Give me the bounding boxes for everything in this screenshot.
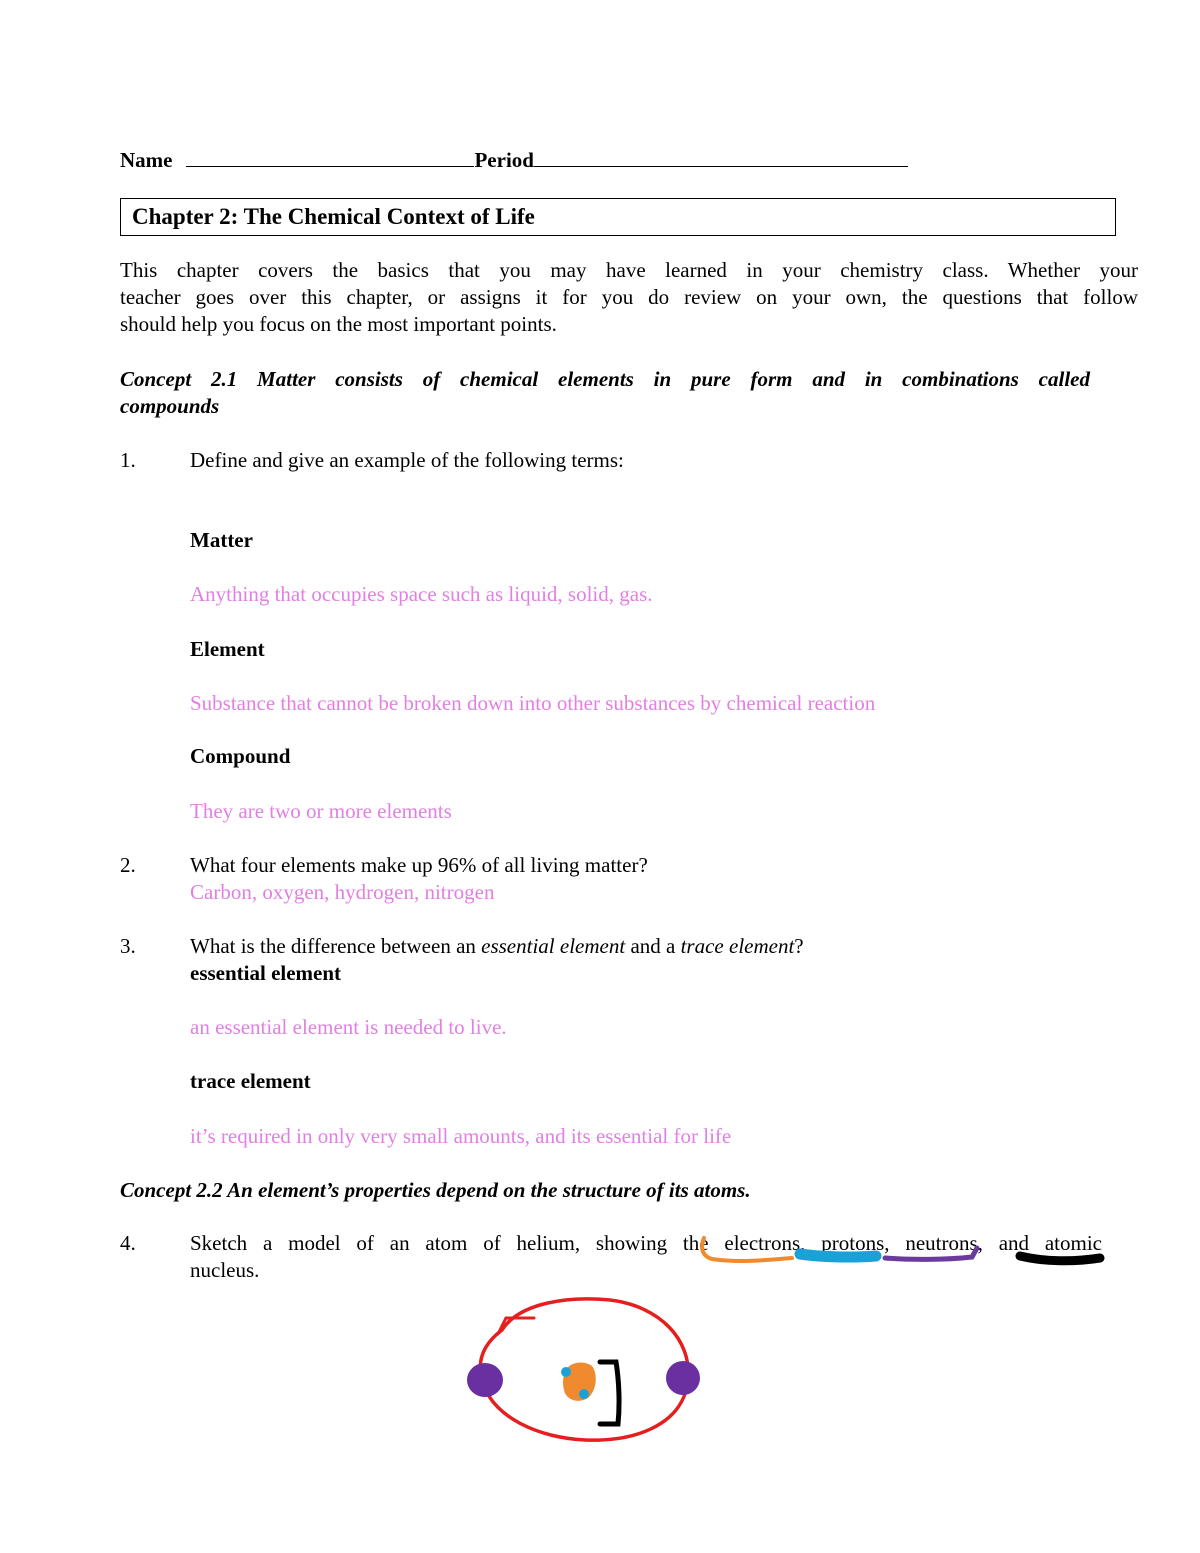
intro-line-2: teacher goes over this chapter, or assigns it for you do review on your own, the questions that follow [120,285,1138,309]
q4-line-1: Sketch a model of an atom of helium, showing the electrons, protons, neutrons, and atomic [190,1231,1102,1255]
chapter-title: Chapter 2: The Chemical Context of Life [132,204,535,229]
answer-element: Substance that cannot be broken down into other substances by chemical reaction [190,691,876,715]
intro-line-3: should help you focus on the most important points. [120,312,557,336]
trace-element-label: trace element [190,1069,311,1093]
term-element: Element [190,637,265,661]
proton-dot-2 [579,1389,589,1399]
electrons-underline [702,1238,792,1261]
electron-right [666,1361,700,1395]
atomic-underline [1020,1256,1100,1261]
answer-compound: They are two or more elements [190,799,452,823]
q1-text: Define and give an example of the following terms: [190,448,624,472]
helium-atom-sketch [460,1290,710,1450]
q3-text-mid: and a [625,934,681,958]
nucleus-bracket [600,1362,619,1424]
orbit-arrow [498,1318,534,1334]
term-matter: Matter [190,528,253,552]
intro-line-1: This chapter covers the basics that you may have learned in your chemistry class. Whether your [120,258,1138,282]
proton-dot-1 [561,1367,571,1377]
q4-line-2: nucleus. [190,1258,260,1282]
protons-underline [800,1254,876,1257]
trace-element-answer: it’s required in only very small amounts, and its essential for life [190,1124,732,1148]
period-label: Period [474,148,534,172]
electron-left [467,1363,503,1397]
name-label: Name [120,148,173,172]
q3-text-trace: trace element [680,934,795,958]
essential-element-answer: an essential element is needed to live. [190,1015,507,1039]
q2-answer: Carbon, oxygen, hydrogen, nitrogen [190,880,495,904]
q3-text-pre: What is the difference between an [190,934,482,958]
q2-number: 2. [120,853,136,877]
concept-2-1-line-1: Concept 2.1 Matter consists of chemical elements in pure form and in combinations called [120,367,1090,391]
q4-number: 4. [120,1231,136,1255]
concept-2-2: Concept 2.2 An element’s properties depend on the structure of its atoms. [120,1178,751,1202]
q2-text: What four elements make up 96% of all living matter? [190,853,648,877]
q1-number: 1. [120,448,136,472]
q3-text-post: ? [794,934,804,958]
essential-element-label: essential element [190,961,342,985]
q3-text-essential: essential element [481,934,626,958]
q3-number: 3. [120,934,136,958]
answer-matter: Anything that occupies space such as liquid, solid, gas. [190,582,653,606]
neutrons-underline [885,1248,977,1259]
concept-2-1-line-2: compounds [120,394,220,418]
term-compound: Compound [190,744,291,768]
